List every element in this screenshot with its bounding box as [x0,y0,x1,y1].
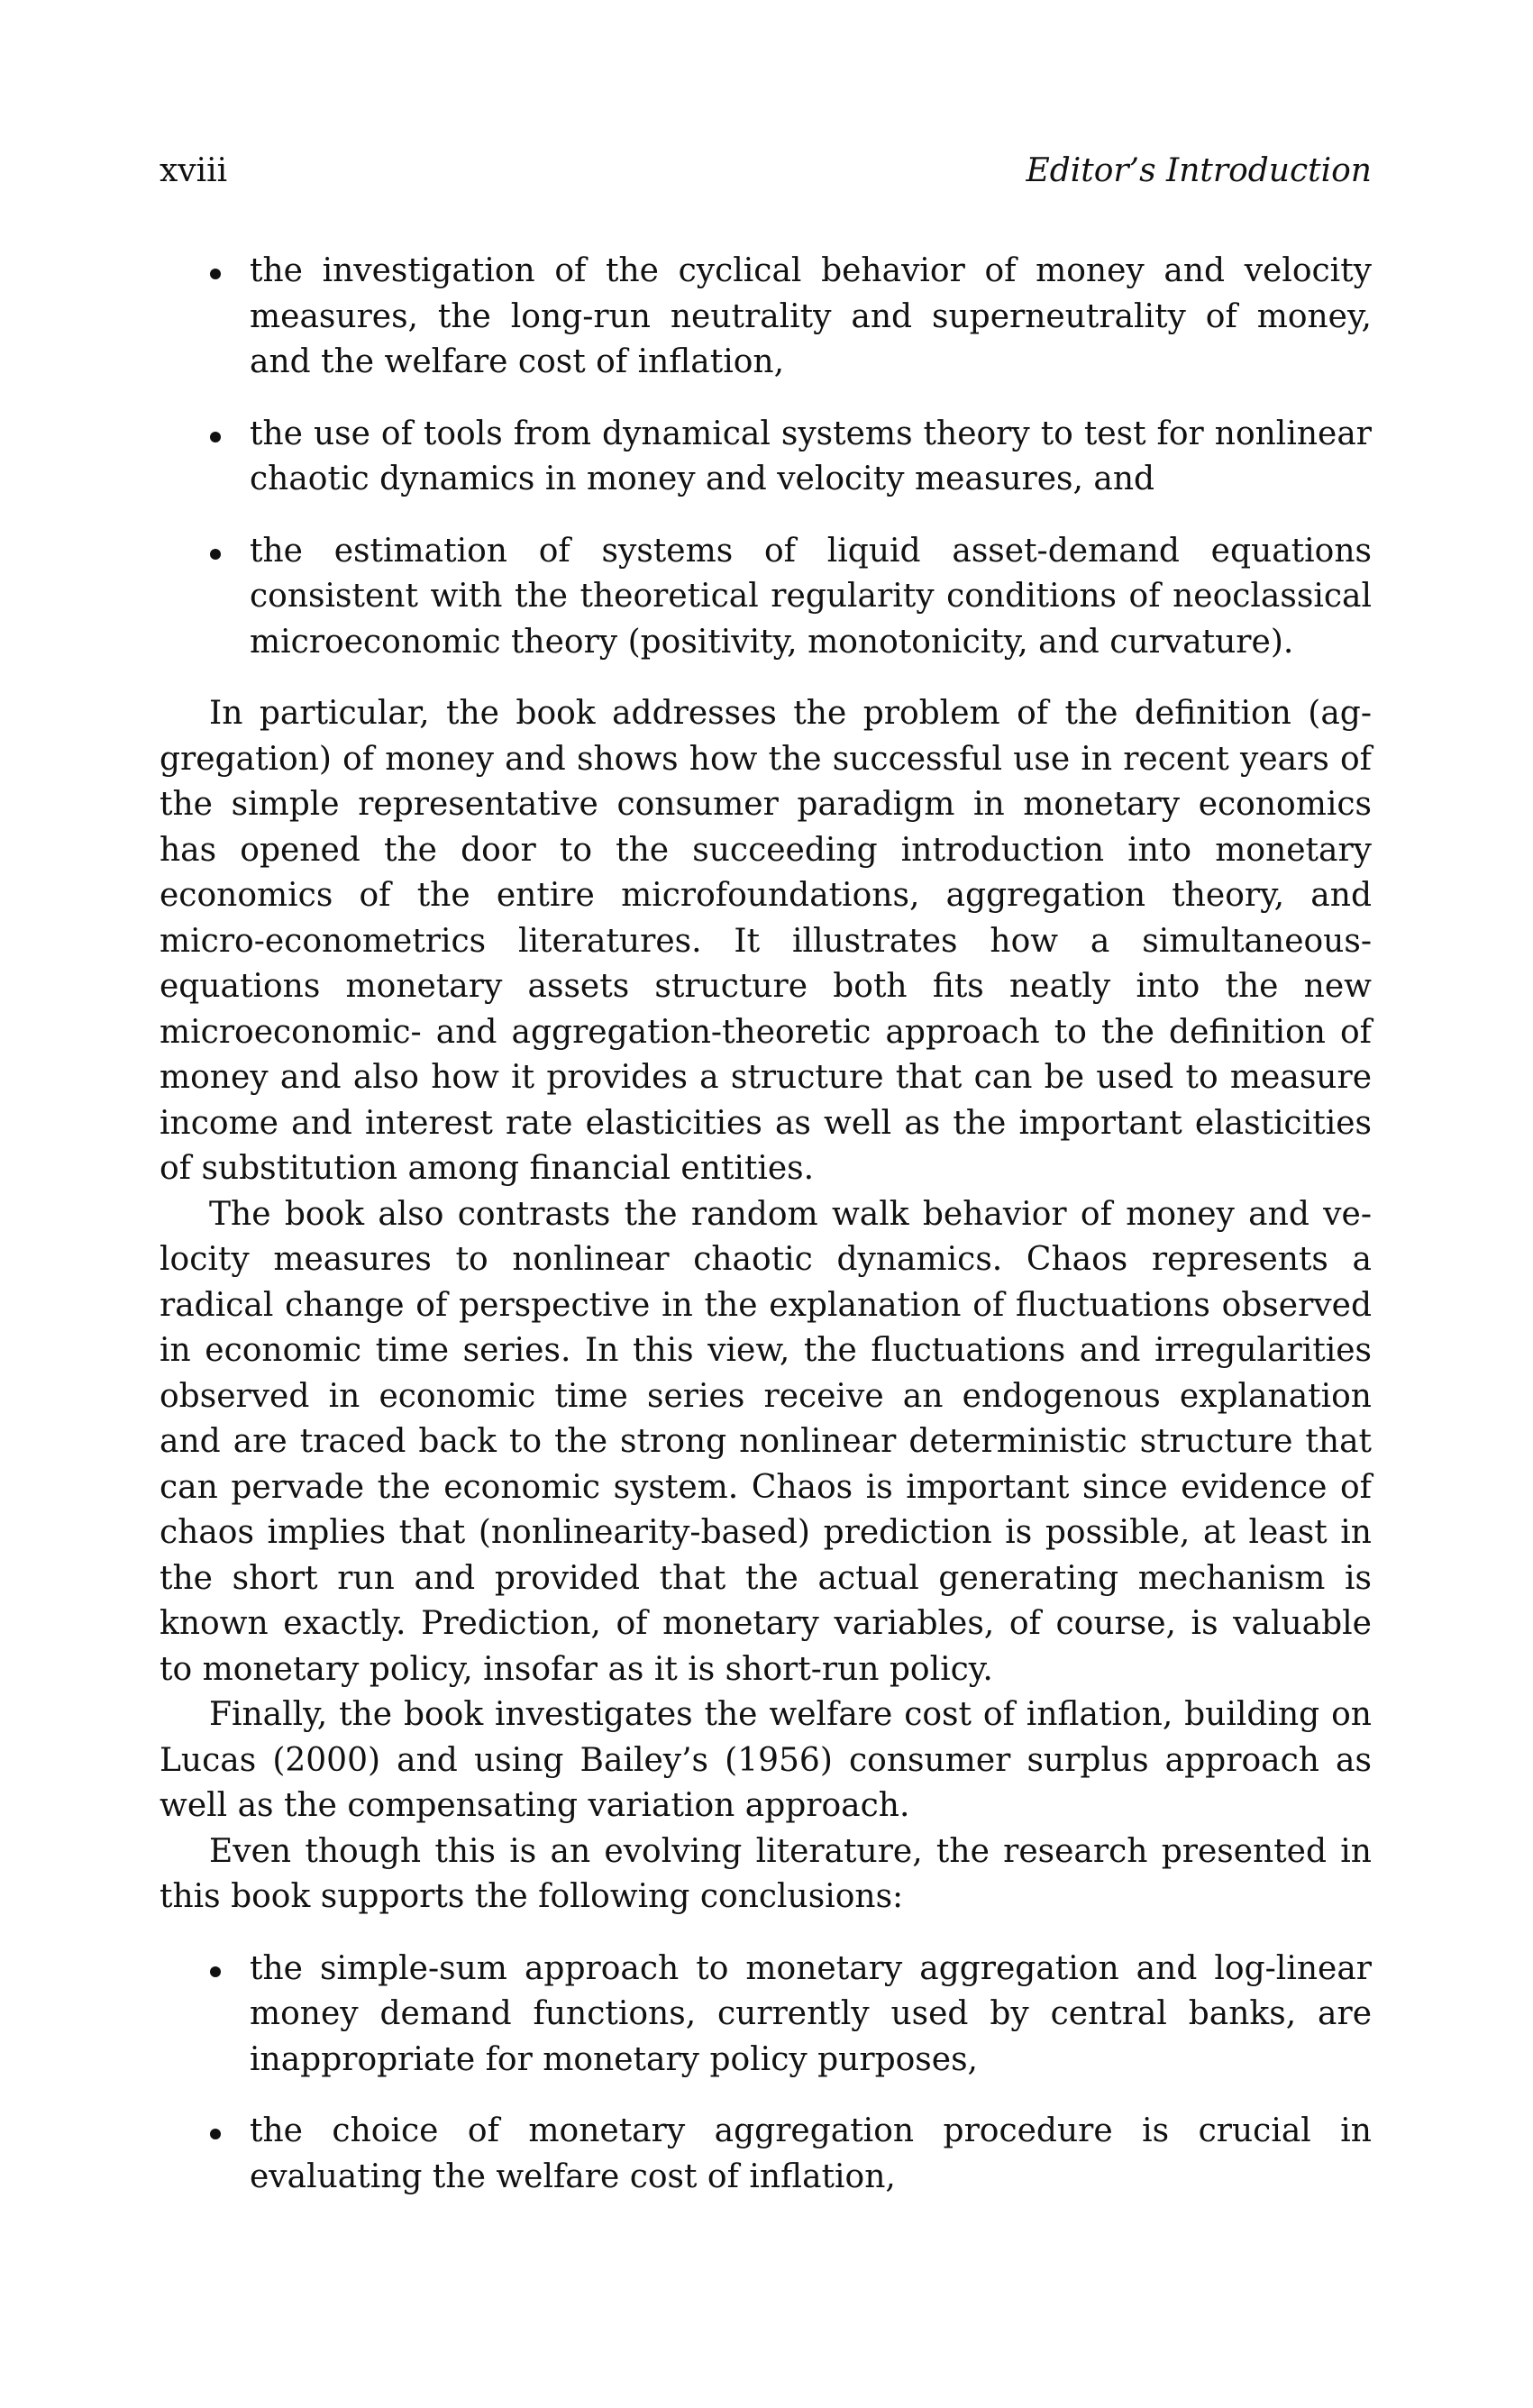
paragraph: Finally, the book investigates the welfare cost of inflation, building on Lucas (2000) and using Bailey’s (1956) consumer surplus approach as well as the compensating variation approach. [160,1696,1372,1824]
paragraph: Even though this is an evolving literature, the research presented in this book supports the following conclusions: [160,1832,1372,1915]
list-item-text: the investigation of the cyclical behavior of money and velocity measures, the long-run neutrality and superneutrality of money, and the welfare cost of inflation, [250,252,1372,380]
bullet-icon [210,549,221,560]
list-item [160,529,1372,666]
bullet-icon [210,432,221,442]
list-item-text: the simple-sum approach to monetary aggregation and log-linear money demand functions, currently used by central banks, are inappropriate for monetary policy purposes, [250,1949,1372,2078]
paragraph: The book also contrasts the random walk behavior of money and velocity measures to nonlinear chaotic dynamics. Chaos represents a radical change of perspective in the explanation of fluctuations observed in economic time series. In this view, the fluctuations and irregularities observed in economic time series receive an endogenous explanation and are traced back to the strong nonlinear deterministic structure that can pervade the economic system. Chaos is important since evidence of chaos implies that (nonlinearity-based) prediction is possible, at least in the short run and provided that the actual generating mechanism is known exactly. Prediction, of monetary variables, of course, is valuable to monetary policy, insofar as it is short-run policy. [160,1195,1372,1688]
bullet-list-top [160,249,1372,665]
bullet-list-bottom [160,1947,1372,2201]
paragraph: In particular, the book addresses the problem of the definition (aggregation) of money and shows how the successful use in recent years of the simple representative consumer paradigm in monetary economics has opened the door to the succeeding introduction into monetary economics of the entire microfoundations, aggregation theory, and micro-econometrics literatures. It illustrates how a simultaneous-equations monetary assets structure both fits neatly into the new microeconomic- and aggregation-theoretic approach to the definition of money and also how it provides a structure that can be used to measure income and interest rate elasticities as well as the important elasticities of substitution among financial entities. [160,695,1372,1187]
list-item-text: the use of tools from dynamical systems theory to test for nonlinear chaotic dynamics in money and velocity measures, and [250,415,1372,497]
bullet-icon [210,269,221,279]
bullet-icon [210,1966,221,1977]
bullet-icon [210,2129,221,2139]
list-item-text: the estimation of systems of liquid asset-demand equations consistent with the theoretical regularity conditions of neoclassical microeconomic theory (positivity, monotonicity, and curvature). [250,532,1372,661]
running-title: Editor’s Introduction [1026,152,1372,189]
list-item [160,412,1372,503]
list-item [160,1947,1372,2084]
page-header [160,151,1372,196]
page-body [160,249,1372,2200]
list-item [160,2109,1372,2200]
list-item-text: the choice of monetary aggregation procedure is crucial in evaluating the welfare cost of inflation, [250,2112,1372,2195]
page-number: xviii [160,152,228,189]
list-item [160,249,1372,386]
